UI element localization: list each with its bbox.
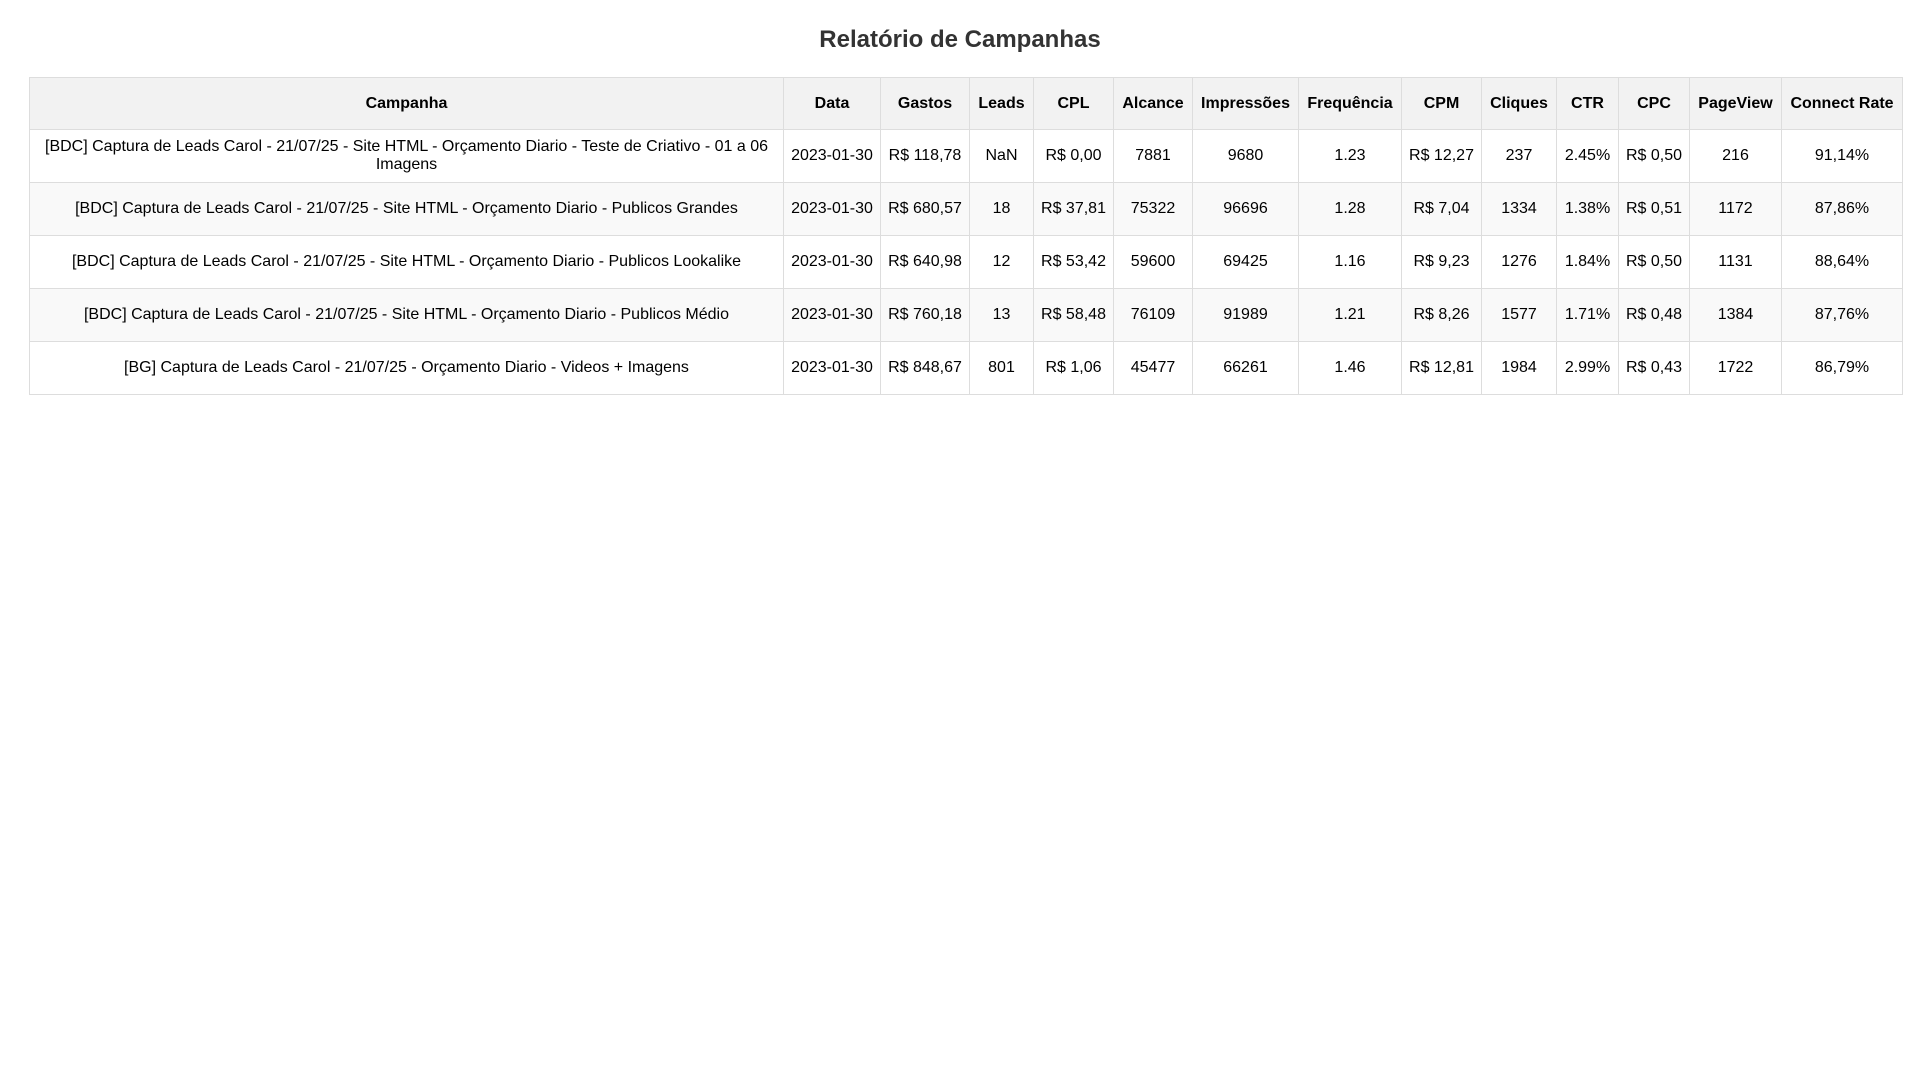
- header-frequencia[interactable]: Frequência: [1299, 78, 1402, 130]
- cell-gastos: R$ 680,57: [881, 183, 970, 236]
- cell-cliques: 1334: [1482, 183, 1557, 236]
- header-gastos[interactable]: Gastos: [881, 78, 970, 130]
- cell-data: 2023-01-30: [784, 342, 881, 395]
- header-pageview[interactable]: PageView: [1690, 78, 1782, 130]
- cell-pageview: 1172: [1690, 183, 1782, 236]
- cell-gastos: R$ 848,67: [881, 342, 970, 395]
- cell-connect-rate: 88,64%: [1782, 236, 1903, 289]
- cell-pageview: 1722: [1690, 342, 1782, 395]
- header-ctr[interactable]: CTR: [1557, 78, 1619, 130]
- header-alcance[interactable]: Alcance: [1114, 78, 1193, 130]
- cell-campanha: [BDC] Captura de Leads Carol - 21/07/25 - Site HTML - Orçamento Diario - Publicos Médio: [30, 289, 784, 342]
- cell-ctr: 2.99%: [1557, 342, 1619, 395]
- cell-ctr: 1.38%: [1557, 183, 1619, 236]
- cell-campanha: [BG] Captura de Leads Carol - 21/07/25 - Orçamento Diario - Videos + Imagens: [30, 342, 784, 395]
- page-title: Relatório de Campanhas: [819, 26, 1101, 53]
- cell-cpc: R$ 0,50: [1619, 130, 1690, 183]
- cell-impressoes: 66261: [1193, 342, 1299, 395]
- cell-cliques: 1984: [1482, 342, 1557, 395]
- cell-data: 2023-01-30: [784, 289, 881, 342]
- cell-leads: 13: [970, 289, 1034, 342]
- cell-cpc: R$ 0,50: [1619, 236, 1690, 289]
- cell-leads: 18: [970, 183, 1034, 236]
- header-row: [30, 78, 1903, 130]
- cell-cpm: R$ 12,81: [1402, 342, 1482, 395]
- cell-alcance: 59600: [1114, 236, 1193, 289]
- header-data[interactable]: Data: [784, 78, 881, 130]
- cell-campanha: [BDC] Captura de Leads Carol - 21/07/25 - Site HTML - Orçamento Diario - Teste de Criativo - 01 a 06 Imagens: [30, 130, 784, 183]
- cell-campanha: [BDC] Captura de Leads Carol - 21/07/25 - Site HTML - Orçamento Diario - Publicos Lookalike: [30, 236, 784, 289]
- cell-cpc: R$ 0,43: [1619, 342, 1690, 395]
- cell-leads: NaN: [970, 130, 1034, 183]
- table-row: [30, 289, 1903, 342]
- header-cpl[interactable]: CPL: [1034, 78, 1114, 130]
- cell-frequencia: 1.23: [1299, 130, 1402, 183]
- cell-cpm: R$ 9,23: [1402, 236, 1482, 289]
- header-cpc[interactable]: CPC: [1619, 78, 1690, 130]
- cell-impressoes: 96696: [1193, 183, 1299, 236]
- cell-frequencia: 1.16: [1299, 236, 1402, 289]
- cell-gastos: R$ 640,98: [881, 236, 970, 289]
- cell-leads: 801: [970, 342, 1034, 395]
- cell-leads: 12: [970, 236, 1034, 289]
- campaign-table: [29, 77, 1903, 395]
- cell-cpl: R$ 0,00: [1034, 130, 1114, 183]
- cell-impressoes: 69425: [1193, 236, 1299, 289]
- cell-data: 2023-01-30: [784, 236, 881, 289]
- cell-cpc: R$ 0,51: [1619, 183, 1690, 236]
- header-cliques[interactable]: Cliques: [1482, 78, 1557, 130]
- cell-cpc: R$ 0,48: [1619, 289, 1690, 342]
- header-leads[interactable]: Leads: [970, 78, 1034, 130]
- cell-impressoes: 9680: [1193, 130, 1299, 183]
- cell-cpm: R$ 7,04: [1402, 183, 1482, 236]
- header-impressoes[interactable]: Impressões: [1193, 78, 1299, 130]
- cell-data: 2023-01-30: [784, 183, 881, 236]
- cell-cpl: R$ 58,48: [1034, 289, 1114, 342]
- cell-frequencia: 1.46: [1299, 342, 1402, 395]
- cell-gastos: R$ 118,78: [881, 130, 970, 183]
- header-campanha[interactable]: Campanha: [30, 78, 784, 130]
- table-row: [30, 130, 1903, 183]
- cell-ctr: 1.84%: [1557, 236, 1619, 289]
- cell-frequencia: 1.21: [1299, 289, 1402, 342]
- cell-ctr: 2.45%: [1557, 130, 1619, 183]
- cell-cpm: R$ 12,27: [1402, 130, 1482, 183]
- table-row: [30, 342, 1903, 395]
- cell-cpl: R$ 1,06: [1034, 342, 1114, 395]
- cell-cliques: 1276: [1482, 236, 1557, 289]
- cell-connect-rate: 87,76%: [1782, 289, 1903, 342]
- table-row: [30, 236, 1903, 289]
- cell-cpl: R$ 37,81: [1034, 183, 1114, 236]
- cell-cliques: 1577: [1482, 289, 1557, 342]
- cell-cpm: R$ 8,26: [1402, 289, 1482, 342]
- cell-cliques: 237: [1482, 130, 1557, 183]
- cell-alcance: 76109: [1114, 289, 1193, 342]
- table-row: [30, 183, 1903, 236]
- header-cpm[interactable]: CPM: [1402, 78, 1482, 130]
- cell-pageview: 216: [1690, 130, 1782, 183]
- cell-connect-rate: 87,86%: [1782, 183, 1903, 236]
- cell-impressoes: 91989: [1193, 289, 1299, 342]
- cell-alcance: 75322: [1114, 183, 1193, 236]
- cell-gastos: R$ 760,18: [881, 289, 970, 342]
- cell-data: 2023-01-30: [784, 130, 881, 183]
- cell-campanha: [BDC] Captura de Leads Carol - 21/07/25 - Site HTML - Orçamento Diario - Publicos Grandes: [30, 183, 784, 236]
- cell-ctr: 1.71%: [1557, 289, 1619, 342]
- cell-connect-rate: 86,79%: [1782, 342, 1903, 395]
- cell-frequencia: 1.28: [1299, 183, 1402, 236]
- cell-connect-rate: 91,14%: [1782, 130, 1903, 183]
- cell-cpl: R$ 53,42: [1034, 236, 1114, 289]
- cell-pageview: 1131: [1690, 236, 1782, 289]
- header-connect-rate[interactable]: Connect Rate: [1782, 78, 1903, 130]
- cell-alcance: 7881: [1114, 130, 1193, 183]
- cell-alcance: 45477: [1114, 342, 1193, 395]
- cell-pageview: 1384: [1690, 289, 1782, 342]
